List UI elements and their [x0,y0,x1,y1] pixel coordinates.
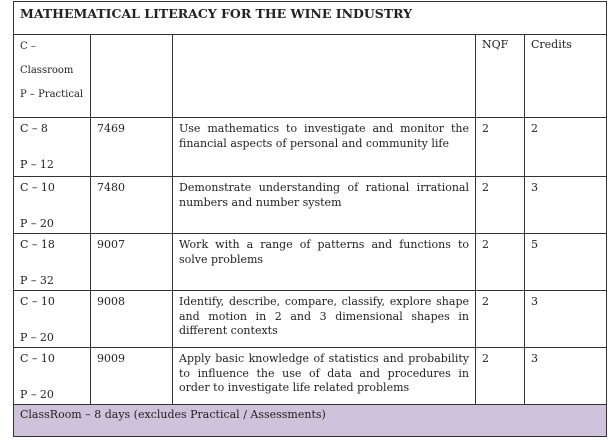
credits-value: 2 [525,118,607,177]
classroom-hours: C – 10 [20,352,55,365]
practical-hours: P – 20 [20,330,54,344]
table-row [14,177,607,234]
nqf-level: 2 [476,291,525,348]
nqf-level: 2 [476,348,525,405]
credits-value: 5 [525,234,607,291]
unit-description: Identify, describe, compare, classify, explore shape and motion in 2 and 3 dimensional shapes in different contexts [173,291,476,348]
practical-hours: P – 20 [20,216,54,230]
header-desc-cell [173,35,476,118]
header-id-cell [91,35,173,118]
header-practical-label: P – Practical [20,89,84,100]
unit-id: 9008 [91,291,173,348]
practical-hours: P – 12 [20,157,54,171]
hours-cell [14,118,91,177]
practical-hours: P – 20 [20,387,54,401]
footer-row [14,405,607,437]
practical-hours: P – 32 [20,273,54,287]
table-row [14,118,607,177]
credits-value: 3 [525,291,607,348]
hours-cell [14,234,91,291]
hours-cell [14,291,91,348]
credits-value: 3 [525,348,607,405]
classroom-hours: C – 10 [20,295,55,308]
unit-id: 7469 [91,118,173,177]
header-type-cell [14,35,91,118]
classroom-hours: C – 8 [20,122,48,135]
table-title: MATHEMATICAL LITERACY FOR THE WINE INDUSTRY [14,2,607,35]
header-classroom-label: Classroom [20,65,74,76]
unit-description: Use mathematics to investigate and monitor the financial aspects of personal and community life [173,118,476,177]
unit-id: 9007 [91,234,173,291]
unit-description: Work with a range of patterns and functions to solve problems [173,234,476,291]
classroom-hours: C – 18 [20,238,55,251]
table-row [14,234,607,291]
header-c-label: C – [20,41,36,52]
credits-value: 3 [525,177,607,234]
table-row [14,291,607,348]
unit-standards-table [13,1,607,437]
header-row [14,35,607,118]
nqf-level: 2 [476,234,525,291]
classroom-duration-note: ClassRoom – 8 days (excludes Practical / Assessments) [14,405,607,437]
table-row [14,348,607,405]
hours-cell [14,177,91,234]
classroom-hours: C – 10 [20,181,55,194]
unit-id: 9009 [91,348,173,405]
unit-id: 7480 [91,177,173,234]
unit-description: Apply basic knowledge of statistics and probability to influence the use of data and procedures in order to investigate life related problems [173,348,476,405]
unit-description: Demonstrate understanding of rational irrational numbers and number system [173,177,476,234]
hours-cell [14,348,91,405]
header-credits: Credits [525,35,607,118]
header-nqf: NQF [476,35,525,118]
nqf-level: 2 [476,118,525,177]
nqf-level: 2 [476,177,525,234]
